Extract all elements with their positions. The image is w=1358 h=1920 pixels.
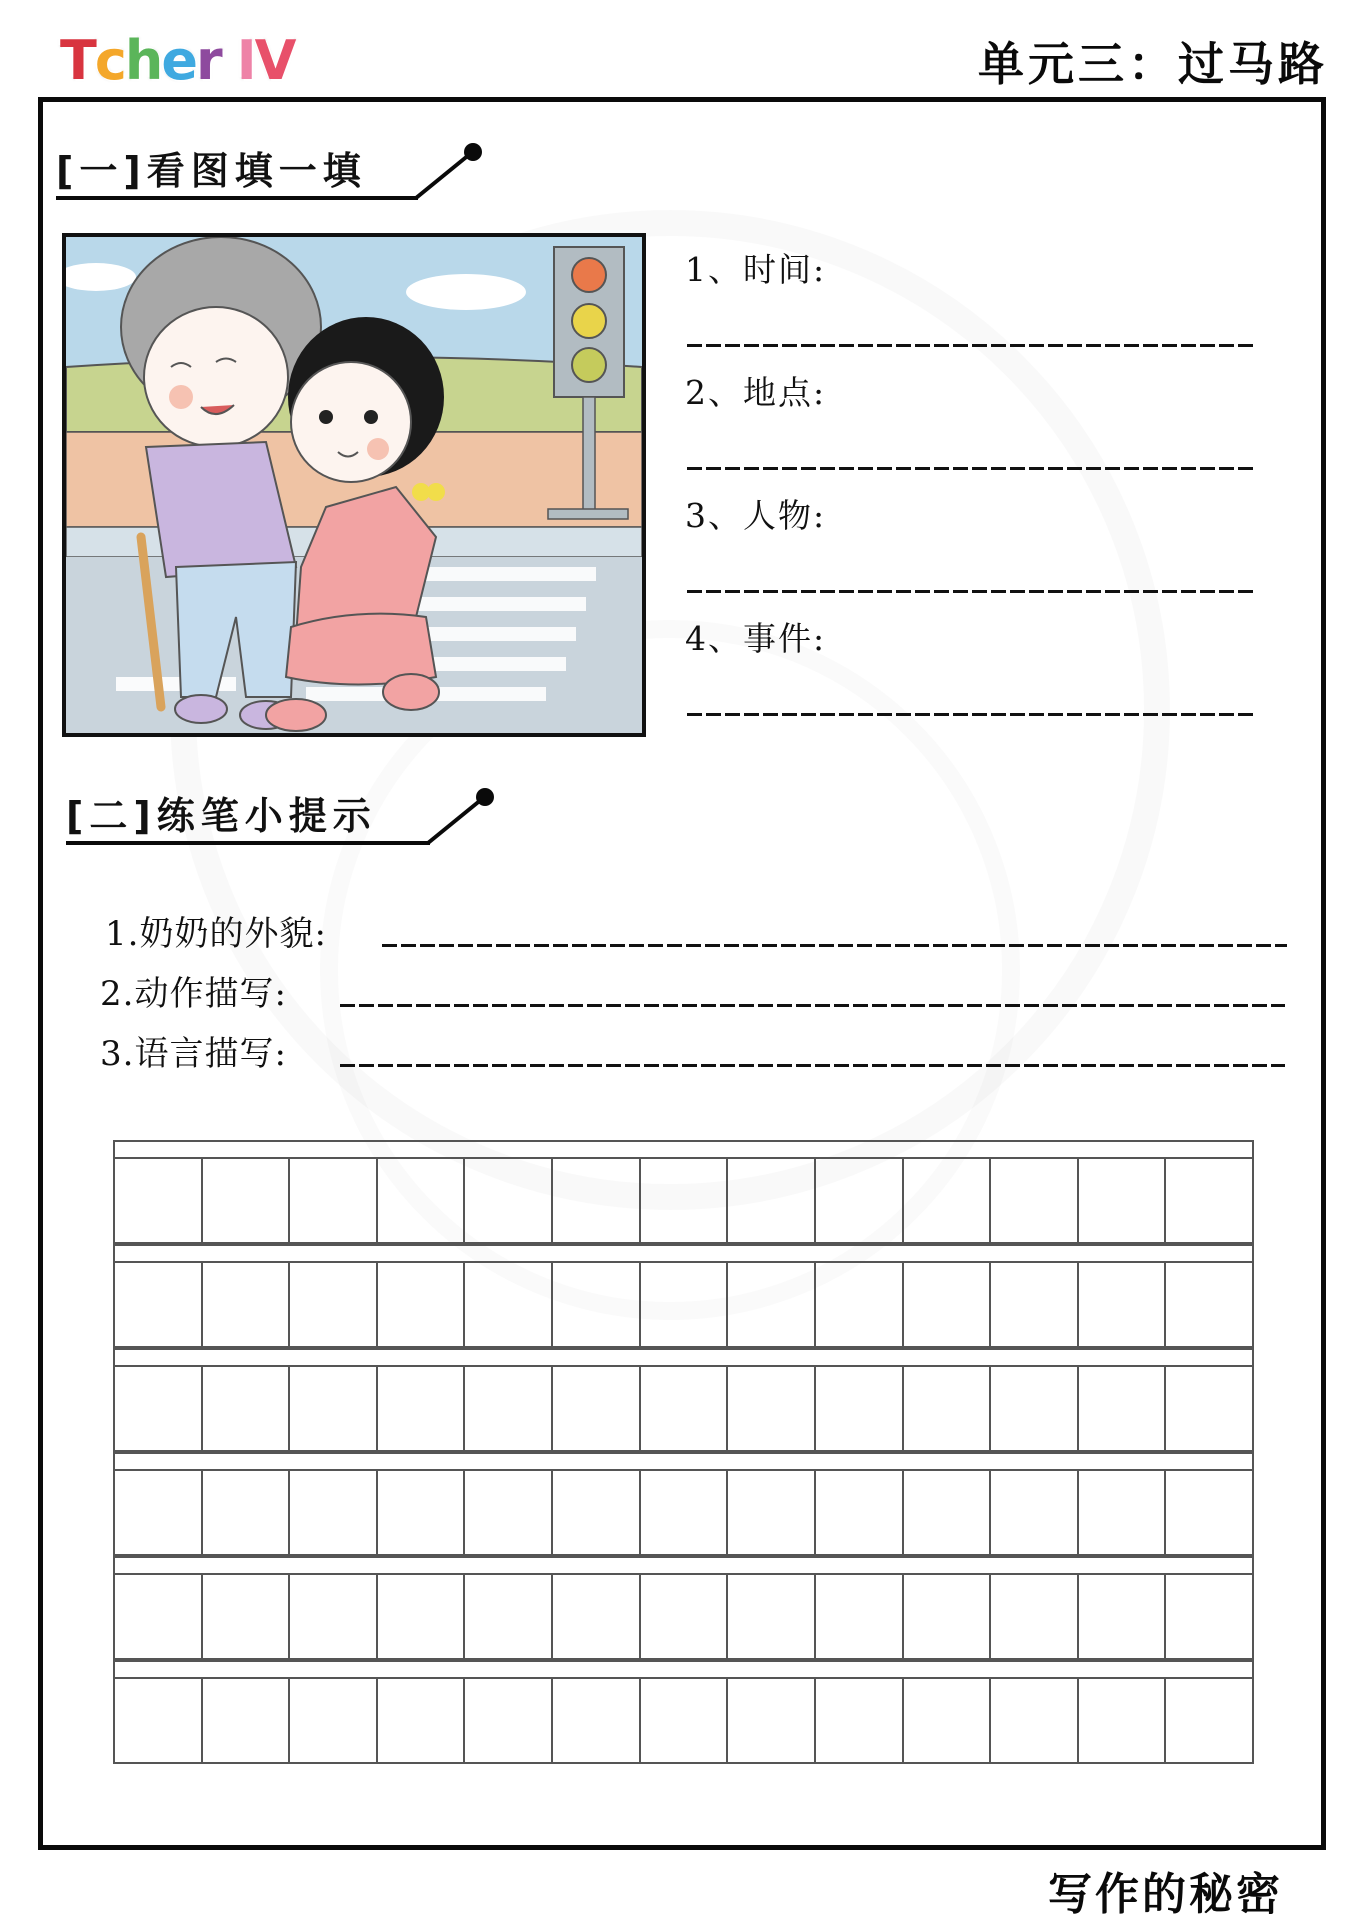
grid-cell[interactable] (1166, 1575, 1254, 1660)
grid-cell[interactable] (203, 1159, 291, 1244)
section-1-header (56, 140, 486, 210)
fill-label-characters: 3、人物: (685, 496, 827, 535)
grid-cell[interactable] (465, 1263, 553, 1348)
logo-letter: c (94, 29, 125, 92)
grid-cell[interactable] (1079, 1159, 1167, 1244)
grid-cell[interactable] (203, 1679, 291, 1764)
logo-letter: I (236, 29, 255, 92)
hint-label-action: 2.动作描写: (100, 973, 287, 1014)
grid-cells (113, 1157, 1254, 1244)
section-2-header (66, 785, 496, 855)
answer-line-action[interactable] (340, 1004, 1285, 1007)
grid-cell[interactable] (203, 1575, 291, 1660)
fill-label-time: 1、时间: (685, 250, 827, 289)
grid-cell[interactable] (115, 1367, 203, 1452)
footer-title: 写作的秘密 (1048, 1869, 1283, 1920)
grid-cell[interactable] (115, 1263, 203, 1348)
grid-row (113, 1660, 1254, 1764)
fill-item-characters (683, 486, 1263, 609)
grid-cell[interactable] (115, 1679, 203, 1764)
illustration-crossing-road-icon (66, 237, 642, 733)
grid-cell[interactable] (904, 1471, 992, 1556)
grid-cell[interactable] (904, 1575, 992, 1660)
grid-cell[interactable] (1166, 1367, 1254, 1452)
grid-cell[interactable] (904, 1159, 992, 1244)
logo-letter: r (195, 29, 221, 92)
grid-cell[interactable] (115, 1159, 203, 1244)
grid-cell[interactable] (290, 1575, 378, 1660)
grid-cell[interactable] (816, 1159, 904, 1244)
grid-cell[interactable] (904, 1679, 992, 1764)
grid-cell[interactable] (728, 1263, 816, 1348)
grid-cells (113, 1469, 1254, 1556)
grid-row (113, 1556, 1254, 1660)
logo-letter: T (60, 29, 95, 92)
grid-cell[interactable] (465, 1679, 553, 1764)
hint-label-dialogue: 3.语言描写: (100, 1033, 287, 1074)
grid-cell[interactable] (378, 1471, 466, 1556)
grid-cell[interactable] (203, 1367, 291, 1452)
pin-line-icon (410, 140, 490, 202)
hint-label-appearance: 1.奶奶的外貌: (105, 913, 327, 954)
hint-action (100, 960, 1300, 1020)
answer-line-appearance[interactable] (382, 944, 1287, 947)
grid-cell[interactable] (290, 1471, 378, 1556)
grid-cell[interactable] (641, 1575, 729, 1660)
fill-item-time (683, 240, 1263, 363)
grid-cell[interactable] (378, 1575, 466, 1660)
grid-row (113, 1452, 1254, 1556)
grid-cell[interactable] (816, 1263, 904, 1348)
grid-cell[interactable] (553, 1679, 641, 1764)
grid-cell[interactable] (641, 1159, 729, 1244)
grid-cell[interactable] (115, 1575, 203, 1660)
grid-cell[interactable] (904, 1367, 992, 1452)
grid-cell[interactable] (203, 1263, 291, 1348)
grid-cell[interactable] (553, 1367, 641, 1452)
fill-label-place: 2、地点: (685, 373, 827, 412)
section-1-title: [一]看图填一填 (56, 149, 367, 193)
grid-cell[interactable] (290, 1263, 378, 1348)
grid-cells (113, 1365, 1254, 1452)
grid-cell[interactable] (728, 1575, 816, 1660)
grid-cell[interactable] (728, 1679, 816, 1764)
grid-cell[interactable] (991, 1367, 1079, 1452)
grid-cell[interactable] (378, 1263, 466, 1348)
grid-cell[interactable] (290, 1679, 378, 1764)
grid-cell[interactable] (816, 1679, 904, 1764)
grid-cell[interactable] (378, 1159, 466, 1244)
answer-line-place[interactable] (687, 467, 1257, 470)
grid-row-spacer (113, 1660, 1254, 1677)
grid-cells (113, 1573, 1254, 1660)
section-2-title: [二]练笔小提示 (66, 794, 377, 838)
grid-cell[interactable] (1166, 1159, 1254, 1244)
grid-cell[interactable] (728, 1471, 816, 1556)
grid-cell[interactable] (1166, 1471, 1254, 1556)
grid-cell[interactable] (378, 1367, 466, 1452)
grid-cell[interactable] (1079, 1471, 1167, 1556)
answer-line-characters[interactable] (687, 590, 1257, 593)
grid-cell[interactable] (816, 1367, 904, 1452)
grid-cell[interactable] (991, 1159, 1079, 1244)
grid-cell[interactable] (465, 1471, 553, 1556)
fill-label-event: 4、事件: (685, 619, 827, 658)
grid-cell[interactable] (1166, 1263, 1254, 1348)
grid-cell[interactable] (991, 1263, 1079, 1348)
grid-cell[interactable] (553, 1471, 641, 1556)
grid-row (113, 1348, 1254, 1452)
grid-cell[interactable] (641, 1471, 729, 1556)
unit-title: 单元三：过马路 (978, 37, 1328, 91)
scene-illustration (62, 233, 646, 737)
grid-cell[interactable] (991, 1471, 1079, 1556)
hint-dialogue (100, 1020, 1300, 1080)
grid-cell[interactable] (816, 1471, 904, 1556)
writing-grid (113, 1140, 1254, 1764)
section-2-underline (66, 841, 430, 845)
grid-cell[interactable] (465, 1575, 553, 1660)
grid-cell[interactable] (203, 1471, 291, 1556)
grid-row-spacer (113, 1348, 1254, 1365)
grid-row (113, 1244, 1254, 1348)
grid-cell[interactable] (991, 1575, 1079, 1660)
grid-cell[interactable] (290, 1367, 378, 1452)
fill-item-event (683, 609, 1263, 732)
logo-letter: h (124, 29, 162, 92)
grid-cell[interactable] (465, 1159, 553, 1244)
grid-cells (113, 1677, 1254, 1764)
grid-cell[interactable] (290, 1159, 378, 1244)
logo-letter: e (161, 29, 196, 92)
grid-cell[interactable] (904, 1263, 992, 1348)
grid-cell[interactable] (1079, 1679, 1167, 1764)
grid-row-spacer (113, 1556, 1254, 1573)
brand-logo (60, 26, 295, 92)
grid-cell[interactable] (1079, 1263, 1167, 1348)
grid-cells (113, 1261, 1254, 1348)
fill-item-place (683, 363, 1263, 486)
grid-row-spacer (113, 1140, 1254, 1157)
grid-cell[interactable] (465, 1367, 553, 1452)
grid-cell[interactable] (1079, 1367, 1167, 1452)
grid-cell[interactable] (728, 1367, 816, 1452)
grid-cell[interactable] (1166, 1679, 1254, 1764)
grid-cell[interactable] (378, 1679, 466, 1764)
grid-cell[interactable] (728, 1159, 816, 1244)
grid-cell[interactable] (553, 1263, 641, 1348)
grid-cell[interactable] (115, 1471, 203, 1556)
grid-row (113, 1140, 1254, 1244)
grid-row-spacer (113, 1452, 1254, 1469)
pin-line-icon (422, 785, 502, 847)
answer-line-dialogue[interactable] (340, 1064, 1285, 1067)
writing-hints (100, 900, 1300, 1080)
logo-letter: V (254, 29, 295, 92)
grid-cell[interactable] (553, 1575, 641, 1660)
hint-appearance (100, 900, 1300, 960)
grid-cell[interactable] (641, 1367, 729, 1452)
grid-row-spacer (113, 1244, 1254, 1261)
answer-line-time[interactable] (687, 344, 1257, 347)
grid-cell[interactable] (991, 1679, 1079, 1764)
answer-line-event[interactable] (687, 713, 1257, 716)
fill-in-list (683, 240, 1263, 732)
grid-cell[interactable] (816, 1575, 904, 1660)
grid-cell[interactable] (1079, 1575, 1167, 1660)
grid-cell[interactable] (641, 1679, 729, 1764)
grid-cell[interactable] (641, 1263, 729, 1348)
section-1-underline (56, 196, 418, 200)
grid-cell[interactable] (553, 1159, 641, 1244)
